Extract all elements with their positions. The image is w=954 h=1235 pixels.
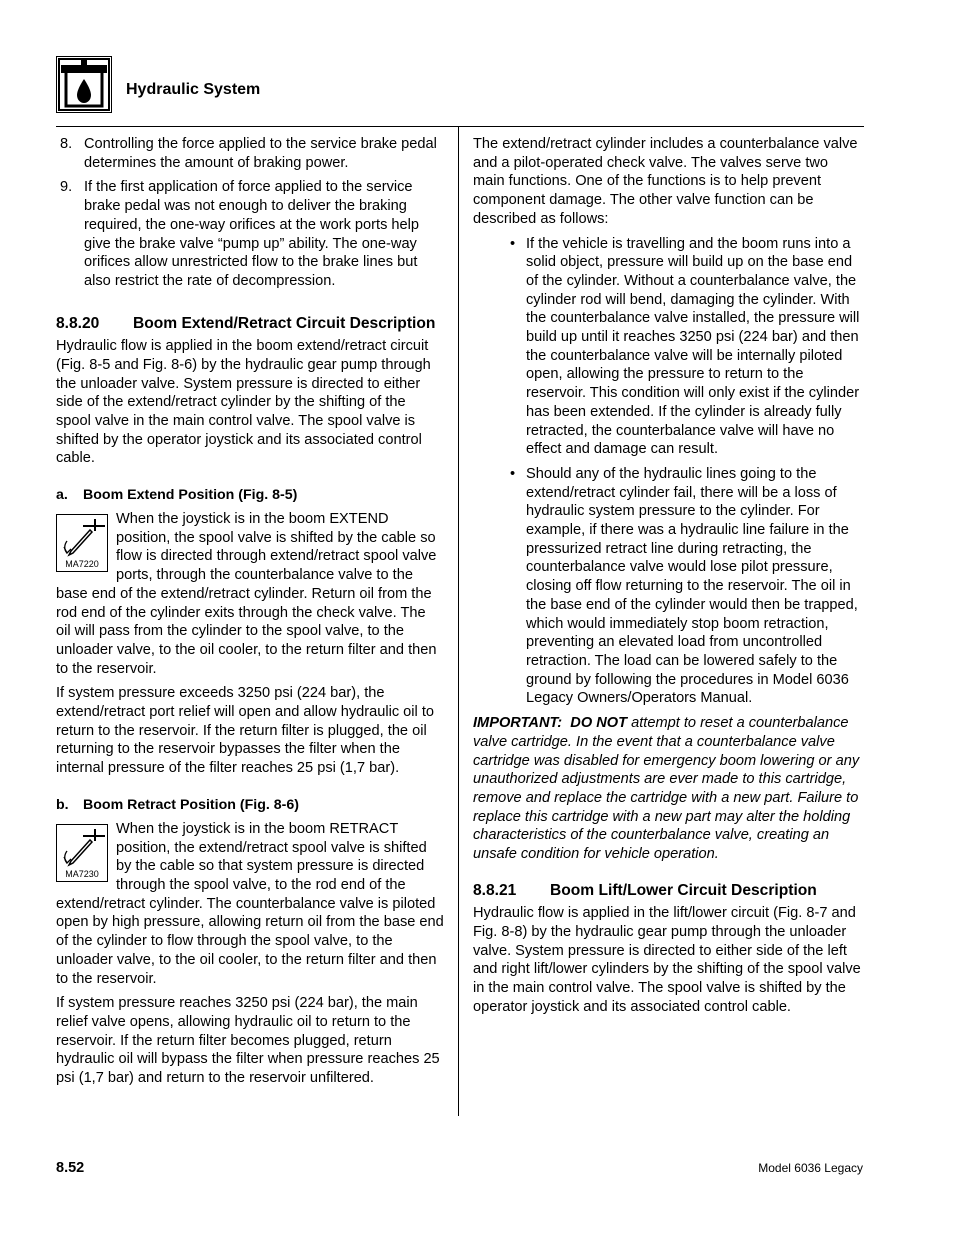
section-heading-8-8-21 <box>473 882 861 901</box>
column-divider <box>458 126 459 1116</box>
header-logo <box>56 56 112 113</box>
joystick-icon <box>61 827 105 867</box>
paragraph: The extend/retract cylinder includes a counterbalance valve and a pilot-operated check valve. The valves serve two main functions. One of the functions is to help prevent component damage. The other valve function can be described as follows: <box>473 136 858 227</box>
section-number: 8.8.21 <box>473 881 517 899</box>
joystick-icon <box>61 517 105 557</box>
figure-code: MA7230 <box>65 868 99 879</box>
important-text: attempt to reset a counterbalance valve cartridge. In the event that a counterbalance valve cartridge was disabled for emergency boom lowering or any unauthorized adjustments are ever made to this cartridge, remove and replace the cartridge with a new part. Failure to replace this cartridge with a new part may alter the holding characteristics of the counterbalance valve, creating an unsafe condition for vehicle operation. <box>473 715 860 863</box>
joystick-figure <box>56 514 108 572</box>
bullet-item: • Should any of the hydraulic lines going to the extend/retract cylinder fail, there will be a loss of hydraulic system pressure to the cylinder. For example, if there was a hydraulic line failure in the pressurized retract line during retracting, the counterbalance valve would lose pilot pressure, closing off flow returning to the reservoir. The oil in the base end of the cylinder would then be trapped, which would immediately stop boom retraction, preventing an elevated load from uncontrolled retraction. The load can be lowered safely to the ground by following the procedures in Model 6036 Legacy Owners/Operators Manual. <box>473 465 861 708</box>
bullet-list <box>473 235 861 709</box>
subsection-b-body <box>56 820 444 988</box>
subsection-label: a. <box>56 487 68 504</box>
paragraph: If system pressure reaches 3250 psi (224 bar), the main relief valve opens, allowing hydraulic oil to return to the reservoir. If the return filter becomes plugged, return hydraulic oil will bypass the filter when pressure reaches 25 psi (1,7 bar) and return to the reservoir unfiltered. <box>56 995 440 1087</box>
subsection-heading-a <box>56 486 444 504</box>
subsection-heading-b <box>56 796 444 814</box>
header-title: Hydraulic System <box>126 81 261 98</box>
subsection-label: b. <box>56 796 69 813</box>
paragraph: When the joystick is in the boom RETRACT position, the extend/retract spool valve is shifted by the cable so that system pressure is directed through the spool valve, to the rod end of the extend/retract cylinder. The counterbalance valve is piloted open by high pressure, allowing return oil from the base end of the cylinder to flow through the spool valve, to the unloader valve, to the oil cooler, to the return filter and then to the reservoir. <box>56 820 444 987</box>
hydraulic-system-icon <box>57 57 111 112</box>
joystick-figure <box>56 824 108 882</box>
list-item-text: Controlling the force applied to the service brake pedal determines the amount of braking power. <box>84 136 437 171</box>
paragraph: When the joystick is in the boom EXTEND position, the spool valve is shifted by the cable so flow is directed through extend/retract spool valve ports, through the counterbalance valve to the base end of the extend/retract cylinder. Return oil from the rod end of the cylinder exits through the check valve. The oil will pass from the cylinder to the spool valve, to the unloader valve, to the oil cooler, to the return filter and then to the reservoir. <box>56 511 437 677</box>
section-heading-8-8-20 <box>56 315 444 334</box>
section-body: Hydraulic flow is applied in the lift/lower circuit (Fig. 8-7 and Fig. 8-8) by the hydraulic gear pump through the unloader valve. System pressure is directed to either side of the left and right lift/lower cylinders by the shifting of the spool valve in the main control valve. The spool valve is shifted by the operator joystick and its associated control cable. <box>473 905 861 1015</box>
list-item-text: If the first application of force applied to the service brake pedal was not enough to deliver the braking required, the one-way orifices at the work ports help give the brake valve “pump up” ability. The one-way orifices allow unrestricted flow to the brake lines but also restrict the rate of decompression. <box>84 179 420 289</box>
bullet-item: • If the vehicle is travelling and the boom runs into a solid object, pressure will build up on the base end of the cylinder. Without a counterbalance valve, the cylinder rod will bend, damaging the cylinder. With the counterbalance valve installed, the pressure will build up until it reaches 3250 psi (224 bar) and then the counterbalance valve will be internally piloted open, allowing the pressure to return to the reservoir. This condition will only exist if the cylinder has been extended. If the cylinder is already fully retracted, the counterbalance valve will have no effect and damage can result. <box>473 235 861 459</box>
important-emphasis: DO NOT <box>570 715 628 732</box>
paragraph: If system pressure exceeds 3250 psi (224 bar), the extend/retract port relief will open and allow hydraulic oil to return to the reservoir. If the return filter is plugged, the oil returning to the reservoir bypasses the filter when the internal pressure of the filter reaches 25 psi (1,7 bar). <box>56 685 435 777</box>
list-item <box>56 135 444 172</box>
figure-code: MA7220 <box>65 559 99 570</box>
important-label: IMPORTANT: <box>473 715 563 732</box>
subsection-title: Boom Extend Position (Fig. 8-5) <box>83 487 298 504</box>
left-column <box>56 135 444 1088</box>
section-title: Boom Extend/Retract Circuit Description <box>133 314 436 332</box>
section-number: 8.8.20 <box>56 314 100 332</box>
footer-model: Model 6036 Legacy <box>758 1161 863 1175</box>
section-body: Hydraulic flow is applied in the boom extend/retract circuit (Fig. 8-5 and Fig. 8-6) by the hydraulic gear pump through the unloader valve. System pressure is directed to either side of the extend/retract cylinder by the shifting of the spool valve in the main control valve. The spool valve is shifted by the operator joystick and its associated control cable. <box>56 338 431 467</box>
list-item <box>56 178 444 290</box>
right-column <box>473 135 861 1016</box>
page-number: 8.52 <box>56 1160 85 1176</box>
list-item-number: 8. <box>60 136 73 152</box>
list-item-number: 9. <box>60 179 73 196</box>
section-title: Boom Lift/Lower Circuit Description <box>550 881 817 899</box>
numbered-list <box>56 135 444 291</box>
important-note <box>473 714 861 864</box>
header-rule <box>56 126 864 127</box>
subsection-title: Boom Retract Position (Fig. 8-6) <box>83 796 299 813</box>
subsection-a-body <box>56 510 444 678</box>
